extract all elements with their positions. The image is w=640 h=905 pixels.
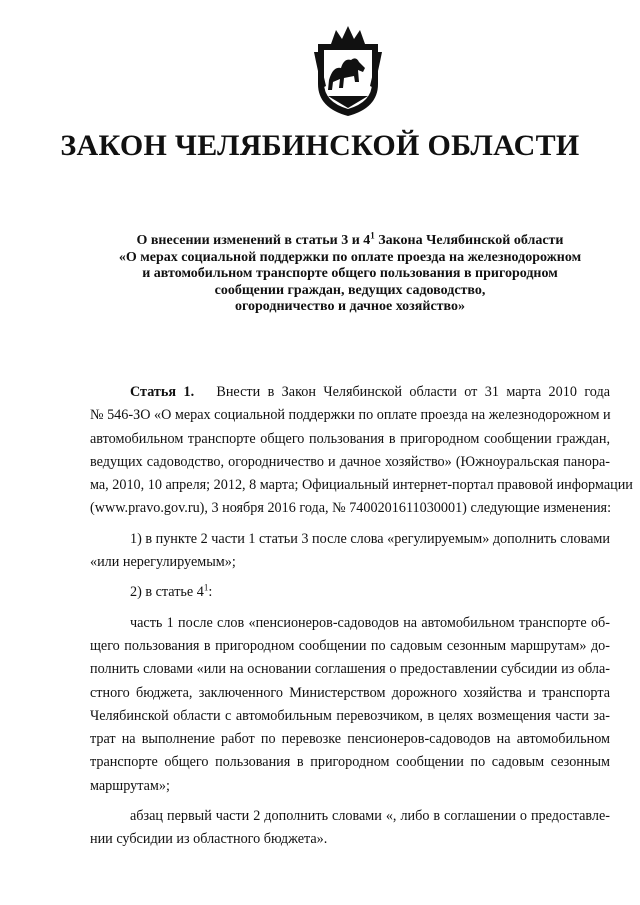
text-line: щего пользования в пригородном сообщении по садовым сезонным маршрутам» до- — [90, 637, 610, 654]
text-line: (www.pravo.gov.ru), 3 ноября 2016 года, № 7400201611030001) следующие изменения: — [90, 500, 612, 517]
subtitle-line: огородничество и дачное хозяйство» — [235, 299, 465, 314]
law-subtitle — [100, 230, 600, 316]
text-line: стного бюджета, заключенного Министерством дорожного хозяйства и транспорта — [90, 684, 610, 701]
text-line: ведущих садоводство, огородничество и дачное хозяйство» (Южноуральская панора- — [90, 453, 610, 470]
text-line: абзац первый части 2 дополнить словами «, либо в соглашении о предоставле- — [130, 808, 610, 825]
text-line: Челябинской области с автомобильным перевозчиком, в целях возмещения части за- — [90, 707, 610, 724]
text-line: автомобильном транспорте общего пользования в пригородном сообщении граждан, — [90, 430, 610, 447]
article-1-body — [90, 381, 633, 852]
text-line: № 546-ЗО «О мерах социальной поддержки по оплате проезда на железнодорожном и — [90, 407, 611, 424]
text-line: полнить словами «или на основании соглашения о предоставлении субсидии из обла- — [90, 661, 610, 678]
subtitle-line: и автомобильном транспорте общего пользования в пригородном — [142, 266, 558, 281]
subtitle-line: «О мерах социальной поддержки по оплате проезда на железнодорожном — [118, 249, 582, 265]
text-line: ма, 2010, 10 апреля; 2012, 8 марта; Официальный интернет-портал правовой информации — [90, 477, 633, 494]
law-title: ЗАКОН ЧЕЛЯБИНСКОЙ ОБЛАСТИ — [60, 129, 580, 162]
text-line: часть 1 после слов «пенсионеров-садоводов на автомобильном транспорте об- — [130, 614, 610, 631]
article-1-first-line: Статья 1. Внести в Закон Челябинской области от 31 марта 2010 года — [130, 384, 610, 400]
item-2-line: 2) в статье $4^1$: — [130, 582, 213, 601]
subtitle-line: сообщении граждан, ведущих садоводство, — [214, 282, 486, 298]
chelyabinsk-coat-of-arms-icon — [313, 22, 383, 118]
article-label: Статья 1. — [130, 384, 195, 400]
text-line: «или нерегулируемым»; — [90, 554, 236, 571]
text-line: маршрутам»; — [90, 777, 170, 794]
text-line: транспорте общего пользования в пригородном сообщении по садовым сезонным — [90, 754, 610, 771]
text-line: трат на выполнение работ по перевозке пенсионеров-садоводов на автомобильном — [90, 731, 610, 748]
text-line: 1) в пункте 2 части 1 статьи 3 после слова «регулируемым» дополнить словами — [130, 530, 610, 547]
subtitle-line: О внесении изменений в статьи 3 и $4^1$ Закона Челябинской области — [136, 230, 564, 248]
text-line: нии субсидии из областного бюджета». — [90, 831, 328, 848]
